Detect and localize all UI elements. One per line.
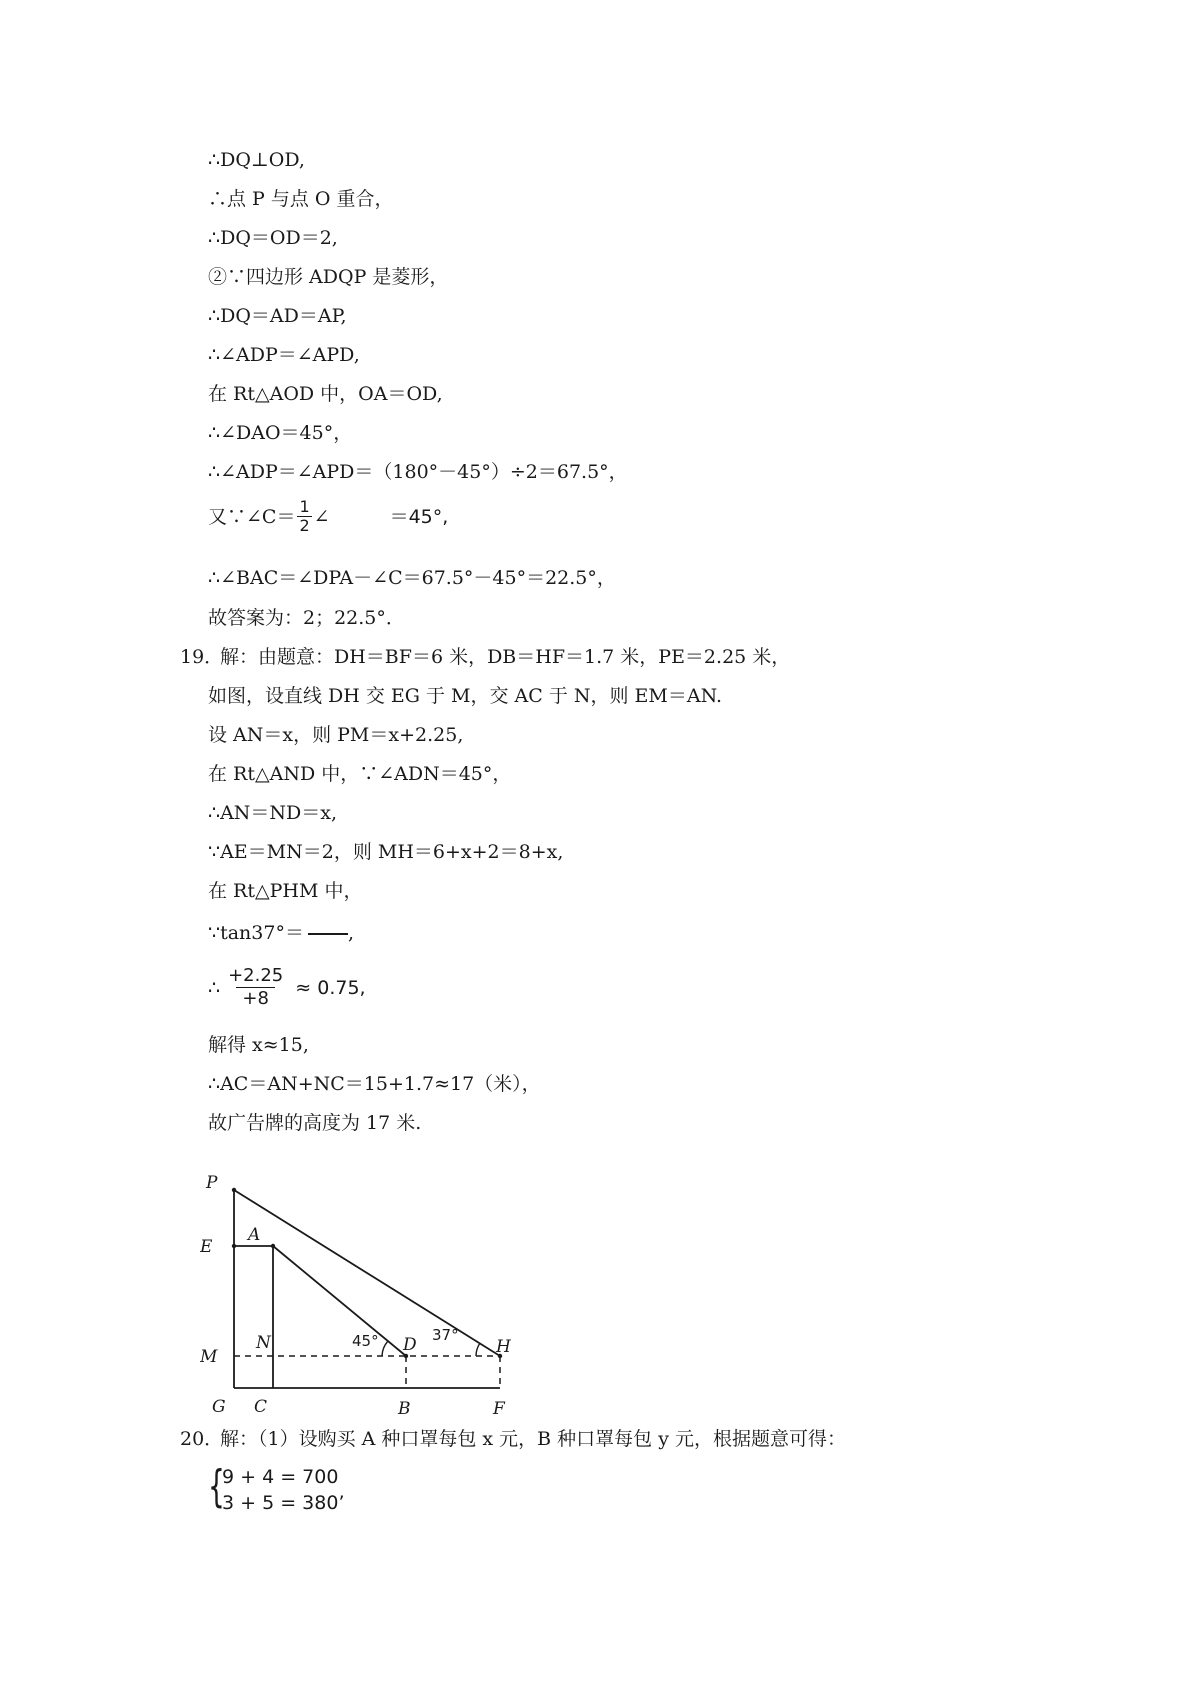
angle-label-45: 45° bbox=[352, 1332, 379, 1350]
q19-line-2: 如图，设直线 DH 交 EG 于 M，交 AC 于 N，则 EM＝AN. bbox=[208, 685, 723, 707]
line-7: 在 Rt△AOD 中，OA＝OD, bbox=[208, 383, 443, 405]
line-6: ∴∠ADP＝∠APD, bbox=[208, 344, 360, 366]
label-P: P bbox=[206, 1173, 218, 1193]
label-E: E bbox=[200, 1237, 213, 1257]
label-G: G bbox=[212, 1397, 226, 1417]
line-10 bbox=[208, 498, 448, 535]
q19-line-10: 解得 x≈15, bbox=[208, 1034, 309, 1056]
angle-symbol: ∠ bbox=[313, 505, 330, 528]
question-19-number: 19． bbox=[180, 646, 224, 668]
label-M: M bbox=[200, 1347, 218, 1367]
line-9-suffix: ≈ 0.75, bbox=[295, 976, 366, 999]
line-10-prefix: 又∵∠C＝ bbox=[208, 505, 296, 528]
line-AD bbox=[273, 1246, 406, 1356]
tan-equation-prefix: ∵tan37°＝ bbox=[208, 922, 304, 944]
line-11: ∴∠BAC＝∠DPA－∠C＝67.5°－45°＝22.5°， bbox=[208, 567, 616, 589]
label-B: B bbox=[398, 1399, 411, 1419]
angle-arc-H bbox=[476, 1343, 480, 1356]
q19-line-8: ∵tan37°＝ , bbox=[208, 922, 355, 944]
line-1: ∴DQ⊥OD, bbox=[208, 149, 305, 171]
line-3: ∴DQ＝OD＝2, bbox=[208, 227, 338, 249]
equation-system-brace: { bbox=[208, 1461, 225, 1512]
label-C: C bbox=[254, 1397, 268, 1417]
q20-line-1: 解：（1）设购买 A 种口罩每包 x 元，B 种口罩每包 y 元，根据题意可得： bbox=[220, 1428, 846, 1450]
line-9-prefix: ∴ bbox=[208, 976, 221, 999]
line-8: ∴∠DAO＝45°， bbox=[208, 422, 353, 444]
label-H: H bbox=[496, 1337, 511, 1357]
fraction-numerator: 1 bbox=[299, 497, 310, 516]
line-9: ∴∠ADP＝∠APD＝（180°－45°）÷2＝67.5°， bbox=[208, 461, 628, 483]
q19-line-4: 在 Rt△AND 中，∵∠ADN＝45°， bbox=[208, 763, 512, 785]
q19-line-12: 故广告牌的高度为 17 米. bbox=[208, 1112, 422, 1134]
line-5: ∴DQ＝AD＝AP, bbox=[208, 305, 347, 327]
one-half-fraction bbox=[297, 498, 311, 535]
label-A: A bbox=[248, 1225, 261, 1245]
equation-1: 9 + 4 = 700 bbox=[222, 1466, 339, 1488]
fraction-bar bbox=[308, 933, 348, 935]
q19-line-1: 解：由题意：DH＝BF＝6 米，DB＝HF＝1.7 米，PE＝2.25 米， bbox=[220, 646, 791, 668]
equation-2: 3 + 5 = 380’ bbox=[222, 1492, 345, 1514]
angle-arc-D bbox=[382, 1341, 388, 1356]
ratio-fraction bbox=[222, 965, 289, 1010]
label-D: D bbox=[403, 1335, 417, 1355]
ratio-denominator: +8 bbox=[236, 987, 275, 1010]
ratio-numerator: +2.25 bbox=[228, 965, 284, 986]
geometry-figure bbox=[200, 1160, 530, 1420]
line-12: 故答案为：2；22.5°． bbox=[208, 607, 405, 629]
fraction-denominator: 2 bbox=[299, 516, 310, 535]
label-N: N bbox=[256, 1333, 271, 1353]
line-10-suffix: ＝45°, bbox=[389, 505, 449, 528]
q19-line-5: ∴AN＝ND＝x, bbox=[208, 802, 338, 824]
question-20-number: 20． bbox=[180, 1428, 224, 1450]
q19-line-6: ∵AE＝MN＝2，则 MH＝6+x+2＝8+x, bbox=[208, 841, 564, 863]
q19-line-3: 设 AN＝x，则 PM＝x+2.25, bbox=[208, 724, 464, 746]
label-F: F bbox=[493, 1399, 505, 1419]
q19-line-7: 在 Rt△PHM 中， bbox=[208, 880, 363, 902]
q19-line-9 bbox=[208, 965, 366, 1010]
q19-line-11: ∴AC＝AN+NC＝15+1.7≈17（米）， bbox=[208, 1073, 541, 1095]
line-4: ②∵四边形 ADQP 是菱形， bbox=[208, 266, 449, 288]
angle-label-37: 37° bbox=[432, 1326, 459, 1344]
line-2: ∴点 P 与点 O 重合， bbox=[208, 188, 394, 210]
